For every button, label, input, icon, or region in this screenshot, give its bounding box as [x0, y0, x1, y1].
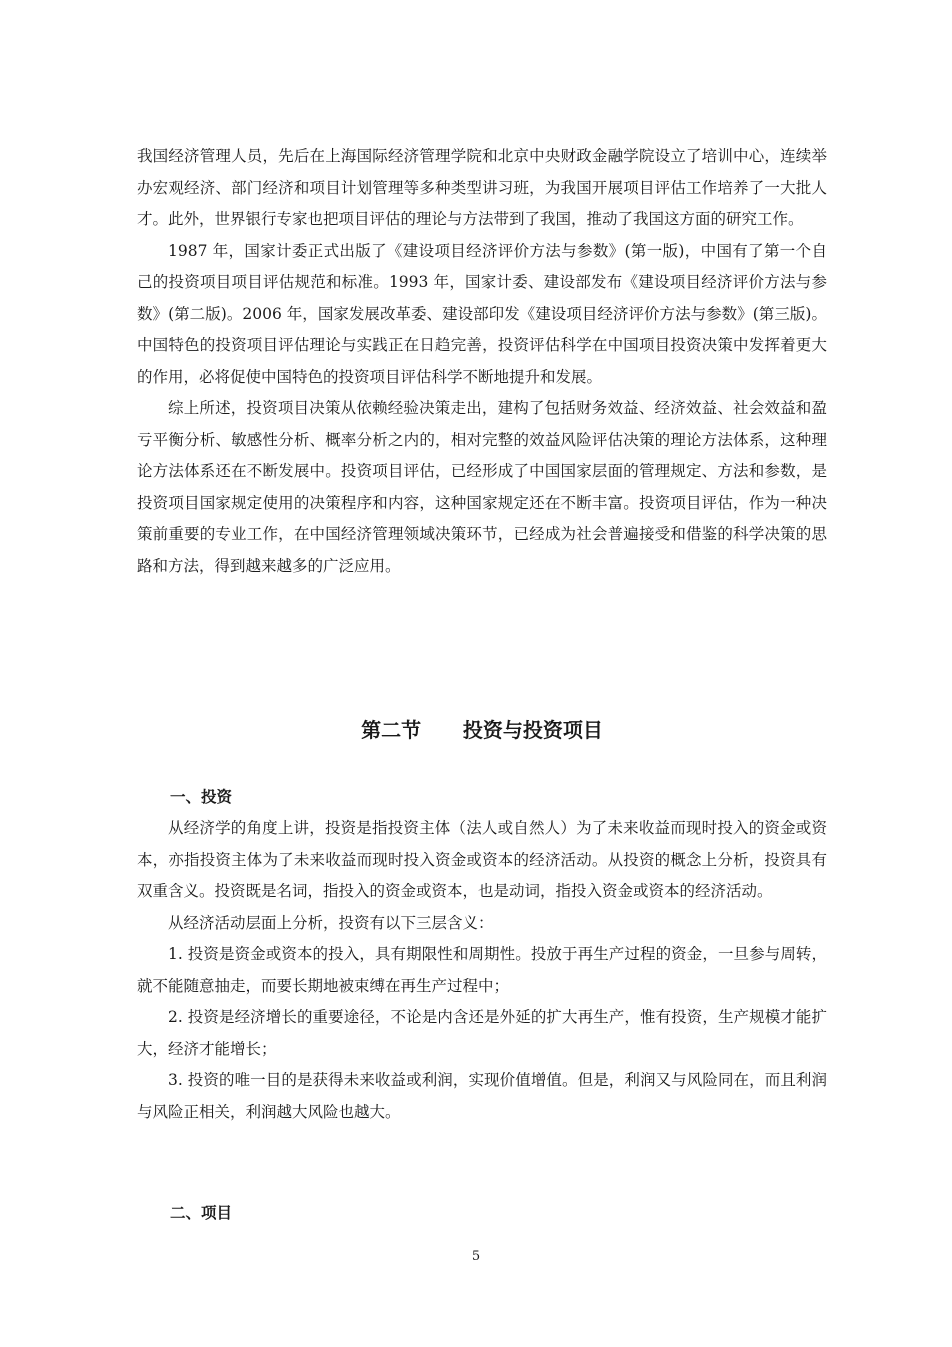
paragraph-meaning-1: 1. 投资是资金或资本的投入，具有期限性和周期性。投放于再生产过程的资金，一旦参与周转，就不能随意抽走，而要长期地被束缚在再生产过程中；: [137, 945, 827, 995]
subheading-project: 二、项目: [170, 1204, 233, 1222]
paragraph-evaluation-standards: 1987 年，国家计委正式出版了《建设项目经济评价方法与参数》(第一版)，中国有了第一个自己的投资项目项目评估规范和标准。1993 年，国家计委、建设部发布《建设项目经济评价方法与参数》(第二版)。2006 年，国家发展改革委、建设部印发《建设项目经济评价方法与参数》(第三版)。中国特色的投资项目评估理论与实践正在日趋完善，投资评估科学在中国项目投资决策中发挥着更大的作用，必将促使中国特色的投资项目评估科学不断地提升和发展。: [137, 241, 827, 386]
paragraph-meaning-2: 2. 投资是经济增长的重要途径，不论是内含还是外延的扩大再生产，惟有投资，生产规模才能扩大，经济才能增长；: [137, 1008, 827, 1058]
subheading-investment: 一、投资: [170, 788, 233, 806]
section-title: 第二节 投资与投资项目: [361, 718, 603, 742]
paragraph-summary: 综上所述，投资项目决策从依赖经验决策走出，建构了包括财务效益、经济效益、社会效益和盈亏平衡分析、敏感性分析、概率分析之内的，相对完整的效益风险评估决策的理论方法体系，这种理论方法体系还在不断发展中。投资项目评估，已经形成了中国国家层面的管理规定、方法和参数，是投资项目国家规定使用的决策程序和内容，这种国家规定还在不断丰富。投资项目评估，作为一种决策前重要的专业工作，在中国经济管理领域决策环节，已经成为社会普遍接受和借鉴的科学决策的思路和方法，得到越来越多的广泛应用。: [137, 399, 827, 575]
paragraph-investment-meanings-intro: 从经济活动层面上分析，投资有以下三层含义：: [168, 913, 494, 932]
paragraph-investment-definition: 从经济学的角度上讲，投资是指投资主体（法人或自然人）为了未来收益而现时投入的资金或资本，亦指投资主体为了未来收益而现时投入资金或资本的经济活动。从投资的概念上分析，投资具有双重含义。投资既是名词，指投入的资金或资本，也是动词，指投入资金或资本的经济活动。: [137, 819, 827, 900]
paragraph-meaning-3: 3. 投资的唯一目的是获得未来收益或利润，实现价值增值。但是，利润又与风险同在，而且利润与风险正相关，利润越大风险也越大。: [137, 1071, 827, 1121]
body-text-investment: [137, 813, 827, 1128]
paragraph-training-history: 我国经济管理人员，先后在上海国际经济管理学院和北京中央财政金融学院设立了培训中心，连续举办宏观经济、部门经济和项目计划管理等多种类型讲习班，为我国开展项目评估工作培养了一大批人才。此外，世界银行专家也把项目评估的理论与方法带到了我国，推动了我国这方面的研究工作。: [137, 147, 827, 228]
body-text-top: [137, 141, 827, 582]
page-number: 5: [471, 1249, 481, 1264]
